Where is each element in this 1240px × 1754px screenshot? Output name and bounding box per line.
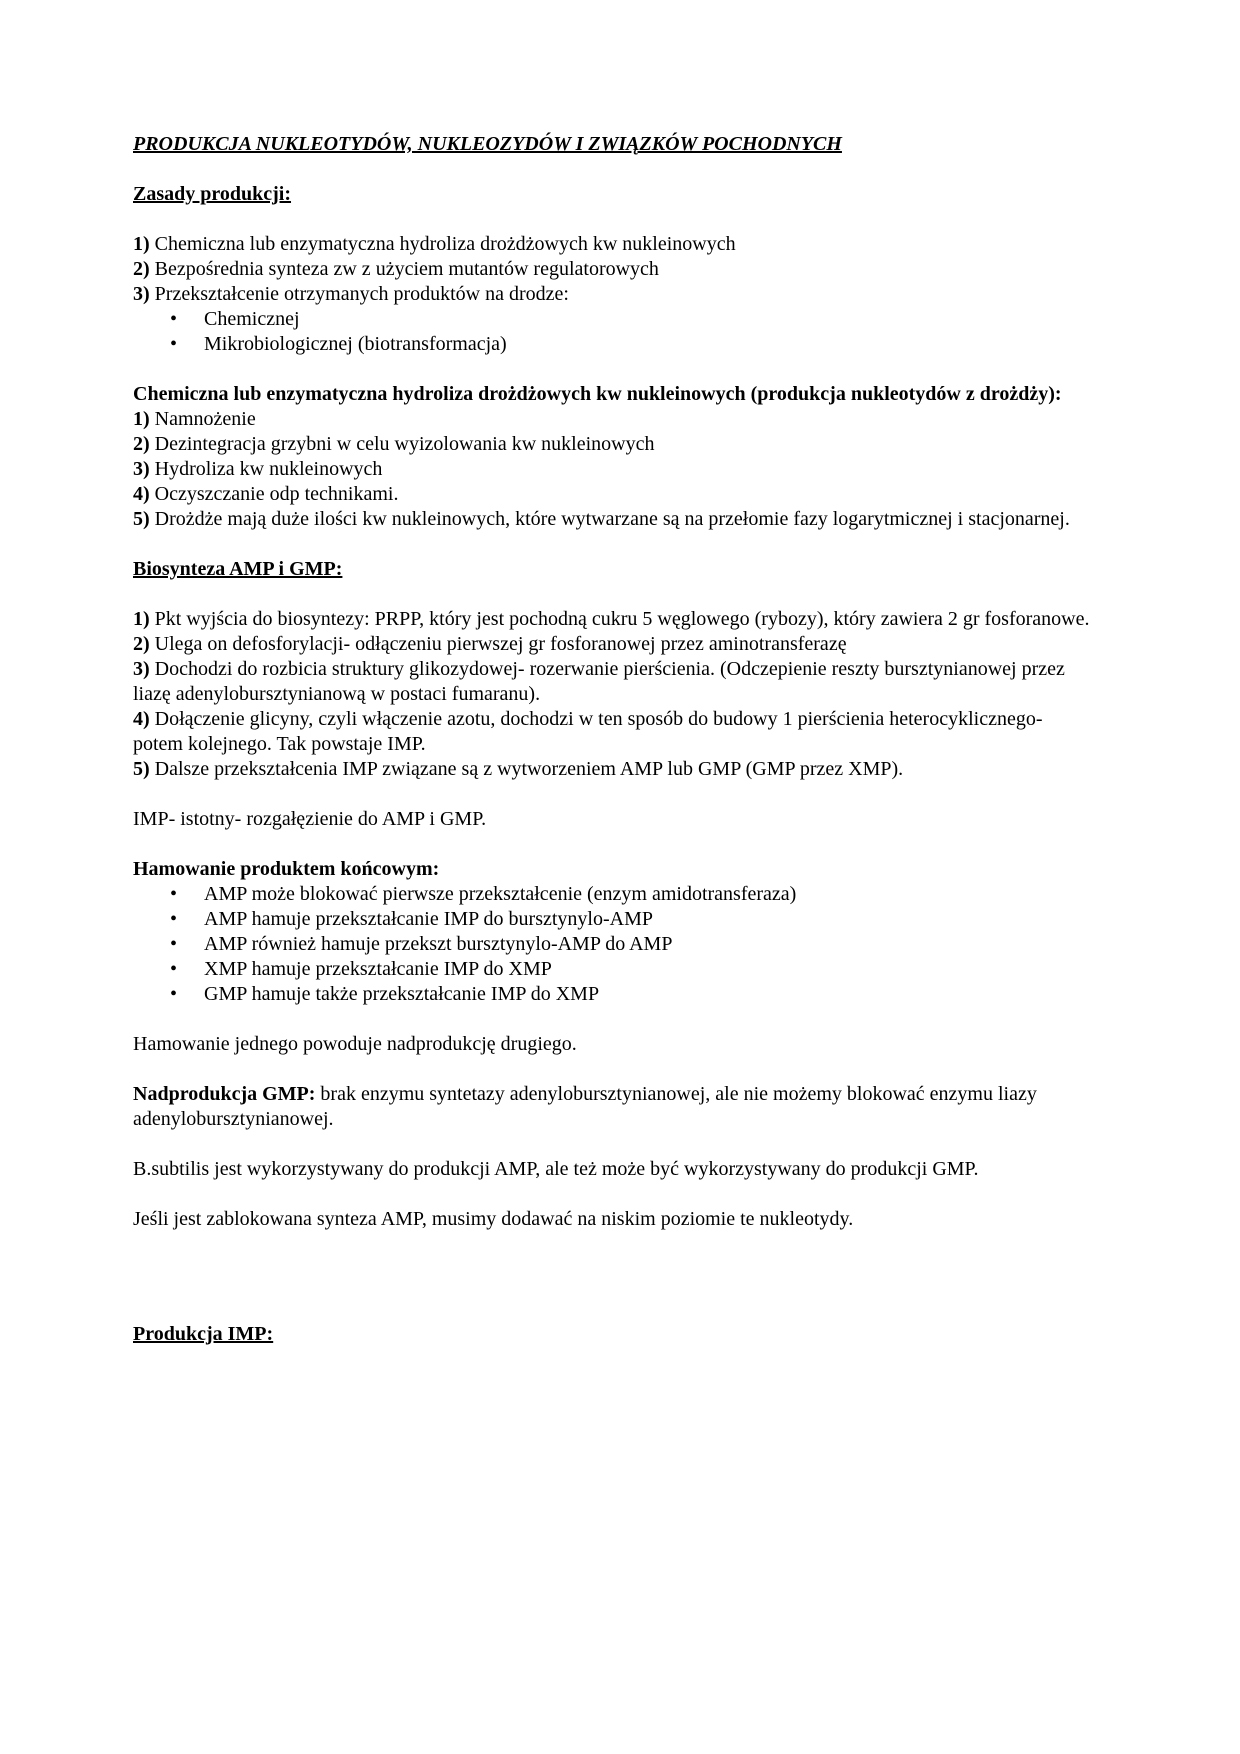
item-number: 2) — [133, 433, 150, 455]
biosynteza-list — [133, 607, 1095, 782]
bullet-item — [133, 882, 1095, 907]
numbered-item — [133, 257, 1095, 282]
section-heading-hydroliza: Chemiczna lub enzymatyczna hydroliza drożdżowych kw nukleinowych (produkcja nukleotydów z drożdży): — [133, 383, 1062, 405]
section-heading-biosynteza: Biosynteza AMP i GMP: — [133, 558, 343, 580]
numbered-item — [133, 407, 1095, 432]
item-text: Bezpośrednia synteza zw z użyciem mutantów regulatorowych — [154, 258, 659, 280]
bullet-text: AMP może blokować pierwsze przekształcenie (enzym amidotransferaza) — [204, 883, 797, 905]
item-number: 5) — [133, 758, 150, 780]
item-number: 4) — [133, 708, 150, 730]
numbered-item — [133, 607, 1095, 632]
numbered-item — [133, 282, 1095, 307]
item-number: 1) — [133, 408, 150, 430]
bullet-icon: • — [170, 308, 178, 330]
hamowanie-note: Hamowanie jednego powoduje nadprodukcję drugiego. — [133, 1033, 577, 1055]
item-text: Dołączenie glicyny, czyli włączenie azotu, dochodzi w ten sposób do budowy 1 pierścienia heterocyklicznego- potem kolejnego. Tak powstaje IMP. — [133, 708, 1043, 755]
nadprodukcja-text: brak enzymu syntetazy adenylobursztynianowej, ale nie możemy blokować enzymu liazy adenylobursztynianowej. — [133, 1083, 1037, 1130]
hydroliza-list — [133, 407, 1095, 532]
section-heading-hamowanie: Hamowanie produktem końcowym: — [133, 858, 440, 880]
imp-note: IMP- istotny- rozgałęzienie do AMP i GMP. — [133, 808, 487, 830]
item-number: 3) — [133, 458, 150, 480]
bullet-icon: • — [170, 908, 178, 930]
bullet-item — [133, 957, 1095, 982]
numbered-item — [133, 232, 1095, 257]
bullet-icon: • — [170, 333, 178, 355]
item-text: Dezintegracja grzybni w celu wyizolowania kw nukleinowych — [154, 433, 655, 455]
bullet-text: Mikrobiologicznej (biotransformacja) — [204, 333, 507, 355]
section-heading-produkcja-imp: Produkcja IMP: — [133, 1323, 274, 1345]
item-number: 1) — [133, 233, 150, 255]
item-text: Namnożenie — [154, 408, 256, 430]
item-text: Dochodzi do rozbicia struktury glikozydowej- rozerwanie pierścienia. (Odczepienie reszty bursztynianowej przez liazę adenylobursztynianową w postaci fumaranu). — [133, 658, 1065, 705]
item-number: 3) — [133, 283, 150, 305]
item-number: 4) — [133, 483, 150, 505]
bullet-text: XMP hamuje przekształcanie IMP do XMP — [204, 958, 552, 980]
item-text: Ulega on defosforylacji- odłączeniu pierwszej gr fosforanowej przez aminotransferazę — [154, 633, 847, 655]
bullet-text: AMP również hamuje przekszt bursztynylo-AMP do AMP — [204, 933, 673, 955]
jesli-paragraph: Jeśli jest zablokowana synteza AMP, musimy dodawać na niskim poziomie te nukleotydy. — [133, 1208, 854, 1230]
bullet-text: AMP hamuje przekształcanie IMP do bursztynylo-AMP — [204, 908, 653, 930]
bullet-item — [133, 907, 1095, 932]
item-text: Przekształcenie otrzymanych produktów na drodze: — [154, 283, 569, 305]
item-text: Pkt wyjścia do biosyntezy: PRPP, który jest pochodną cukru 5 węglowego (rybozy), który zawiera 2 gr fosforanowe. — [154, 608, 1090, 630]
item-text: Drożdże mają duże ilości kw nukleinowych, które wytwarzane są na przełomie fazy logarytmicznej i stacjonarnej. — [154, 508, 1070, 530]
item-text: Dalsze przekształcenia IMP związane są z wytworzeniem AMP lub GMP (GMP przez XMP). — [154, 758, 904, 780]
item-number: 2) — [133, 633, 150, 655]
numbered-item — [133, 757, 1095, 782]
bsubtilis-paragraph: B.subtilis jest wykorzystywany do produkcji AMP, ale też może być wykorzystywany do produkcji GMP. — [133, 1158, 979, 1180]
numbered-item — [133, 432, 1095, 457]
bullet-text: GMP hamuje także przekształcanie IMP do XMP — [204, 983, 600, 1005]
numbered-item — [133, 657, 1095, 707]
bullet-item — [133, 307, 1095, 332]
bullet-icon: • — [170, 958, 178, 980]
nadprodukcja-paragraph — [133, 1082, 1095, 1132]
bullet-icon: • — [170, 933, 178, 955]
bullet-item — [133, 932, 1095, 957]
numbered-item — [133, 482, 1095, 507]
item-number: 3) — [133, 658, 150, 680]
item-number: 1) — [133, 608, 150, 630]
numbered-item — [133, 457, 1095, 482]
doc-title: PRODUKCJA NUKLEOTYDÓW, NUKLEOZYDÓW I ZWIĄZKÓW POCHODNYCH — [133, 133, 842, 155]
numbered-item — [133, 707, 1095, 757]
hamowanie-list — [133, 882, 1095, 1007]
bullet-icon: • — [170, 883, 178, 905]
item-number: 5) — [133, 508, 150, 530]
bullet-text: Chemicznej — [204, 308, 300, 330]
item-number: 2) — [133, 258, 150, 280]
numbered-item — [133, 632, 1095, 657]
bullet-item — [133, 332, 1095, 357]
bullet-icon: • — [170, 983, 178, 1005]
section-heading-zasady: Zasady produkcji: — [133, 183, 292, 205]
item-text: Oczyszczanie odp technikami. — [154, 483, 399, 505]
bullet-item — [133, 982, 1095, 1007]
item-text: Chemiczna lub enzymatyczna hydroliza drożdżowych kw nukleinowych — [154, 233, 736, 255]
item-text: Hydroliza kw nukleinowych — [154, 458, 383, 480]
zasady-list — [133, 232, 1095, 357]
nadprodukcja-lead: Nadprodukcja GMP: — [133, 1083, 316, 1105]
numbered-item — [133, 507, 1095, 532]
